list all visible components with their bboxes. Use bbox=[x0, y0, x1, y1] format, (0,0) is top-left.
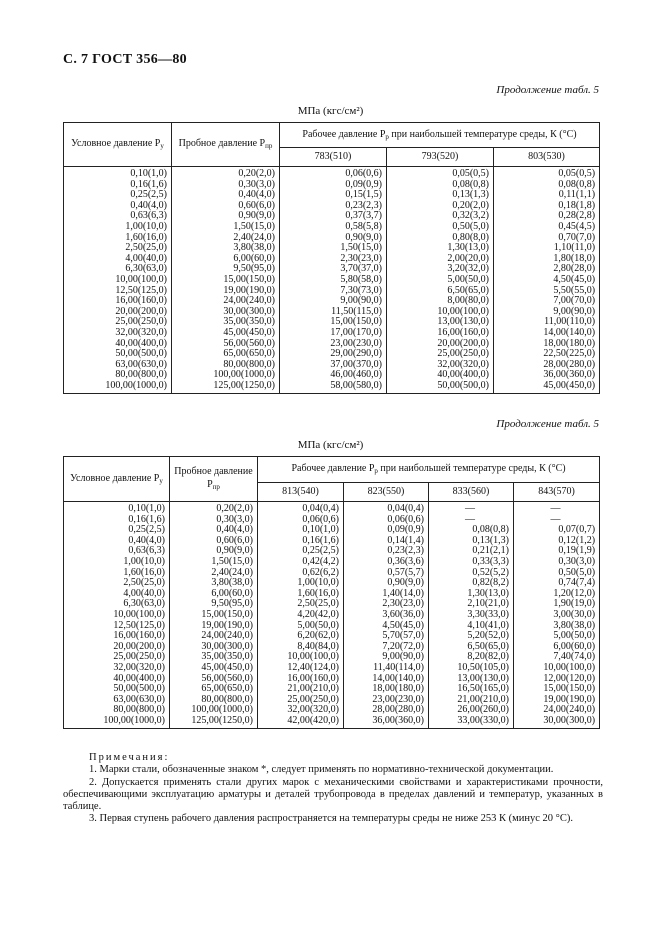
header-temp: 783(510) bbox=[280, 148, 387, 167]
header-temp: 833(560) bbox=[429, 483, 514, 502]
table-cell: 0,16(1,6) bbox=[64, 515, 170, 526]
table-cell: 37,00(370,0) bbox=[280, 360, 387, 371]
table-cell: 5,50(55,0) bbox=[494, 286, 600, 297]
table-cell: 6,00(60,0) bbox=[172, 254, 280, 265]
table-cell: 0,36(3,6) bbox=[344, 557, 429, 568]
table-cell: 23,00(230,0) bbox=[344, 695, 429, 706]
table-cell: 1,20(12,0) bbox=[514, 589, 600, 600]
table-cell: 0,15(1,5) bbox=[280, 190, 387, 201]
table-cell: 0,90(9,0) bbox=[344, 578, 429, 589]
table-cell: 9,00(90,0) bbox=[280, 296, 387, 307]
table-cell: 0,06(0,6) bbox=[344, 515, 429, 526]
table-cell: 15,00(150,0) bbox=[172, 275, 280, 286]
table-cell: 17,00(170,0) bbox=[280, 328, 387, 339]
table-cell: — bbox=[429, 515, 514, 526]
table-cell: 6,00(60,0) bbox=[170, 589, 258, 600]
table-cell: 20,00(200,0) bbox=[387, 339, 494, 350]
table-cell: 0,16(1,6) bbox=[258, 536, 344, 547]
table-cell: 6,50(65,0) bbox=[429, 642, 514, 653]
table-cell: 2,50(25,0) bbox=[258, 599, 344, 610]
table-cell: 4,50(45,0) bbox=[494, 275, 600, 286]
table-cell: 50,00(500,0) bbox=[64, 684, 170, 695]
table-cell: 1,90(19,0) bbox=[514, 599, 600, 610]
table-cell: 0,60(6,0) bbox=[172, 201, 280, 212]
table-cell: 1,80(18,0) bbox=[494, 254, 600, 265]
note-item: 1. Марки стали, обозначенные знаком *, следует применять по нормативно-технической документации. bbox=[89, 764, 554, 776]
table-cell: 36,00(360,0) bbox=[344, 716, 429, 729]
table-cell: 0,06(0,6) bbox=[258, 515, 344, 526]
table-cell: 16,00(160,0) bbox=[258, 674, 344, 685]
table-row bbox=[64, 381, 600, 394]
table-cell: 0,90(9,0) bbox=[172, 211, 280, 222]
notes-section bbox=[63, 752, 603, 826]
table-cell: 0,05(0,5) bbox=[494, 167, 600, 180]
table-cell: 6,20(62,0) bbox=[258, 631, 344, 642]
table-cell: 10,00(100,0) bbox=[258, 652, 344, 663]
table-cell: 0,12(1,2) bbox=[514, 536, 600, 547]
table-row bbox=[64, 663, 600, 674]
table-cell: 0,10(1,0) bbox=[64, 502, 170, 515]
notes-heading: Примечания: bbox=[89, 752, 170, 763]
table-cell: 0,13(1,3) bbox=[429, 536, 514, 547]
table-cell: 0,20(2,0) bbox=[387, 201, 494, 212]
table-body-2 bbox=[64, 502, 600, 729]
table-cell: 2,80(28,0) bbox=[494, 264, 600, 275]
table-cell: 12,00(120,0) bbox=[514, 674, 600, 685]
table-cell: 5,00(50,0) bbox=[258, 621, 344, 632]
table-cell: 2,30(23,0) bbox=[280, 254, 387, 265]
table-cell: 2,30(23,0) bbox=[344, 599, 429, 610]
table-cell: 13,00(130,0) bbox=[429, 674, 514, 685]
table-cell: 35,00(350,0) bbox=[172, 317, 280, 328]
table-row bbox=[64, 610, 600, 621]
table-cell: 9,00(90,0) bbox=[494, 307, 600, 318]
table-cell: 80,00(800,0) bbox=[64, 705, 170, 716]
table-cell: 4,00(40,0) bbox=[64, 589, 170, 600]
table-cell: 24,00(240,0) bbox=[514, 705, 600, 716]
table-cell: 33,00(330,0) bbox=[429, 716, 514, 729]
table-cell: 0,45(4,5) bbox=[494, 222, 600, 233]
table-cell: 20,00(200,0) bbox=[64, 307, 172, 318]
table-cell: 3,20(32,0) bbox=[387, 264, 494, 275]
table-cell: 0,25(2,5) bbox=[64, 190, 172, 201]
table-cell: 16,00(160,0) bbox=[387, 328, 494, 339]
table-cell: 1,30(13,0) bbox=[429, 589, 514, 600]
table-cell: 0,50(5,0) bbox=[387, 222, 494, 233]
table-cell: 8,40(84,0) bbox=[258, 642, 344, 653]
table-cell: 2,50(25,0) bbox=[64, 578, 170, 589]
table-cell: 0,30(3,0) bbox=[172, 180, 280, 191]
table-cell: 125,00(1250,0) bbox=[170, 716, 258, 729]
table-cell: 0,10(1,0) bbox=[258, 525, 344, 536]
table-cell: 0,40(4,0) bbox=[170, 525, 258, 536]
header-temp: 793(520) bbox=[387, 148, 494, 167]
table-cell: 0,62(6,2) bbox=[258, 568, 344, 579]
table-cell: 65,00(650,0) bbox=[170, 684, 258, 695]
table-row bbox=[64, 167, 600, 180]
table-cell: 0,09(0,9) bbox=[280, 180, 387, 191]
table-cell: 65,00(650,0) bbox=[172, 349, 280, 360]
table-cell: 24,00(240,0) bbox=[172, 296, 280, 307]
table-row bbox=[64, 275, 600, 286]
table-cell: 1,00(10,0) bbox=[258, 578, 344, 589]
table-cell: 45,00(450,0) bbox=[172, 328, 280, 339]
table-cell: 46,00(460,0) bbox=[280, 370, 387, 381]
table-cell: 3,80(38,0) bbox=[514, 621, 600, 632]
table-cell: 50,00(500,0) bbox=[387, 381, 494, 394]
note-item: 3. Первая ступень рабочего давления распространяется на температуры среды не ниже 253 К (минус 20 °С). bbox=[89, 813, 573, 825]
header-test-pressure: Пробное давление $P_{пр}$ bbox=[172, 123, 280, 167]
table-cell: 4,50(45,0) bbox=[344, 621, 429, 632]
table-cell: 30,00(300,0) bbox=[170, 642, 258, 653]
table-cell: 6,30(63,0) bbox=[64, 599, 170, 610]
table-cell: 0,63(6,3) bbox=[64, 211, 172, 222]
unit-label-2: МПа (кгс/см²) bbox=[297, 439, 364, 451]
table-cell: 0,10(1,0) bbox=[64, 167, 172, 180]
table-cell: 40,00(400,0) bbox=[64, 339, 172, 350]
header-temp: 803(530) bbox=[494, 148, 600, 167]
table-cell: 2,40(24,0) bbox=[172, 233, 280, 244]
table-cell: 3,80(38,0) bbox=[170, 578, 258, 589]
table-cell: 0,16(1,6) bbox=[64, 180, 172, 191]
table-cell: 0,28(2,8) bbox=[494, 211, 600, 222]
table-cell: 19,00(190,0) bbox=[170, 621, 258, 632]
table-row bbox=[64, 502, 600, 515]
table-cell: 22,50(225,0) bbox=[494, 349, 600, 360]
table-cell: 21,00(210,0) bbox=[258, 684, 344, 695]
table-cell: 0,05(0,5) bbox=[387, 167, 494, 180]
table-cell: 63,00(630,0) bbox=[64, 360, 172, 371]
table-cell: 0,30(3,0) bbox=[170, 515, 258, 526]
table-cell: 12,50(125,0) bbox=[64, 621, 170, 632]
table-cell: 0,25(2,5) bbox=[64, 525, 170, 536]
table-cell: 0,90(9,0) bbox=[280, 233, 387, 244]
table-cell: 0,63(6,3) bbox=[64, 546, 170, 557]
table-cell: 0,70(7,0) bbox=[494, 233, 600, 244]
table-cell: 50,00(500,0) bbox=[64, 349, 172, 360]
table-cell: 56,00(560,0) bbox=[170, 674, 258, 685]
table-cell: 63,00(630,0) bbox=[64, 695, 170, 706]
table-cell: 0,42(4,2) bbox=[258, 557, 344, 568]
table-cell: 1,30(13,0) bbox=[387, 243, 494, 254]
table-cell: 9,50(95,0) bbox=[170, 599, 258, 610]
table-cell: 10,50(105,0) bbox=[429, 663, 514, 674]
table-cell: 6,50(65,0) bbox=[387, 286, 494, 297]
pressure-table-2 bbox=[63, 456, 600, 729]
table-cell: 0,74(7,4) bbox=[514, 578, 600, 589]
table-cell: 1,50(15,0) bbox=[172, 222, 280, 233]
table-cell: 16,50(165,0) bbox=[429, 684, 514, 695]
table-cell: 25,00(250,0) bbox=[387, 349, 494, 360]
table-cell: 0,25(2,5) bbox=[258, 546, 344, 557]
header-test-pressure: Пробное давление $P_{пр}$ bbox=[170, 457, 258, 502]
table-cell: 0,40(4,0) bbox=[172, 190, 280, 201]
table-cell: 18,00(180,0) bbox=[494, 339, 600, 350]
table-cell: 42,00(420,0) bbox=[258, 716, 344, 729]
table-cell: 7,20(72,0) bbox=[344, 642, 429, 653]
table-cell: 8,00(80,0) bbox=[387, 296, 494, 307]
table-row bbox=[64, 222, 600, 233]
table-cell: 32,00(320,0) bbox=[387, 360, 494, 371]
table-row bbox=[64, 716, 600, 729]
table-cell: 0,04(0,4) bbox=[344, 502, 429, 515]
table-cell: 56,00(560,0) bbox=[172, 339, 280, 350]
table-cell: 11,40(114,0) bbox=[344, 663, 429, 674]
table-cell: 58,00(580,0) bbox=[280, 381, 387, 394]
table-cell: 6,00(60,0) bbox=[514, 642, 600, 653]
table-cell: 0,09(0,9) bbox=[344, 525, 429, 536]
table-cell: 5,00(50,0) bbox=[387, 275, 494, 286]
table-cell: 100,00(1000,0) bbox=[64, 381, 172, 394]
table-cell: 14,00(140,0) bbox=[494, 328, 600, 339]
table-cell: 11,00(110,0) bbox=[494, 317, 600, 328]
table-cell: 26,00(260,0) bbox=[429, 705, 514, 716]
table-cell: 30,00(300,0) bbox=[514, 716, 600, 729]
table-cell: 80,00(800,0) bbox=[170, 695, 258, 706]
continuation-label-1: Продолжение табл. 5 bbox=[496, 84, 599, 96]
table-cell: 12,50(125,0) bbox=[64, 286, 172, 297]
table-cell: 0,23(2,3) bbox=[344, 546, 429, 557]
table-cell: 0,23(2,3) bbox=[280, 201, 387, 212]
table-cell: 0,20(2,0) bbox=[172, 167, 280, 180]
table-cell: 13,00(130,0) bbox=[387, 317, 494, 328]
table-cell: 36,00(360,0) bbox=[494, 370, 600, 381]
table-cell: 40,00(400,0) bbox=[64, 674, 170, 685]
table-cell: 30,00(300,0) bbox=[172, 307, 280, 318]
table-cell: 0,08(0,8) bbox=[387, 180, 494, 191]
table-cell: 20,00(200,0) bbox=[64, 642, 170, 653]
table-cell: 32,00(320,0) bbox=[64, 328, 172, 339]
table-cell: 4,10(41,0) bbox=[429, 621, 514, 632]
table-cell: 15,00(150,0) bbox=[514, 684, 600, 695]
table-cell: 16,00(160,0) bbox=[64, 631, 170, 642]
table-cell: 0,08(0,8) bbox=[494, 180, 600, 191]
table-cell: 0,90(9,0) bbox=[170, 546, 258, 557]
pressure-table-1 bbox=[63, 122, 600, 394]
table-cell: 2,00(20,0) bbox=[387, 254, 494, 265]
table-cell: 25,00(250,0) bbox=[64, 652, 170, 663]
table-cell: 2,50(25,0) bbox=[64, 243, 172, 254]
table-cell: 100,00(1000,0) bbox=[170, 705, 258, 716]
table-cell: 1,10(11,0) bbox=[494, 243, 600, 254]
table-cell: 5,00(50,0) bbox=[514, 631, 600, 642]
table-cell: 7,40(74,0) bbox=[514, 652, 600, 663]
table-cell: 9,00(90,0) bbox=[344, 652, 429, 663]
note-item: 2. Допускается применять стали других марок с механическими свойствами и характеристиками прочности, обеспечивающими эксплуатацию арматуры и деталей трубопровода в пределах давлений и температур, указанных в таблице. bbox=[63, 776, 603, 813]
table-cell: 0,40(4,0) bbox=[64, 201, 172, 212]
table-cell: 4,20(42,0) bbox=[258, 610, 344, 621]
header-temp: 843(570) bbox=[514, 483, 600, 502]
table-cell: 0,80(8,0) bbox=[387, 233, 494, 244]
table-cell: 10,00(100,0) bbox=[514, 663, 600, 674]
header-temp: 813(540) bbox=[258, 483, 344, 502]
table-cell: 80,00(800,0) bbox=[172, 360, 280, 371]
table-cell: 0,37(3,7) bbox=[280, 211, 387, 222]
table-cell: 4,00(40,0) bbox=[64, 254, 172, 265]
table-cell: 0,33(3,3) bbox=[429, 557, 514, 568]
table-cell: 1,00(10,0) bbox=[64, 557, 170, 568]
table-cell: 3,80(38,0) bbox=[172, 243, 280, 254]
page-header: С. 7 ГОСТ 356—80 bbox=[63, 52, 187, 67]
table-cell: — bbox=[514, 515, 600, 526]
table-cell: 25,00(250,0) bbox=[64, 317, 172, 328]
table-cell: 29,00(290,0) bbox=[280, 349, 387, 360]
header-working-pressure: Рабочее давление $P_р$ при наибольшей температуре среды, К (°С) bbox=[258, 457, 600, 483]
table-cell: 0,20(2,0) bbox=[170, 502, 258, 515]
table-cell: 9,50(95,0) bbox=[172, 264, 280, 275]
table-cell: 45,00(450,0) bbox=[170, 663, 258, 674]
table-cell: 19,00(190,0) bbox=[172, 286, 280, 297]
table-cell: 0,11(1,1) bbox=[494, 190, 600, 201]
table-cell: 0,30(3,0) bbox=[514, 557, 600, 568]
table-cell: 0,52(5,2) bbox=[429, 568, 514, 579]
table-cell: 25,00(250,0) bbox=[258, 695, 344, 706]
table-cell: 21,00(210,0) bbox=[429, 695, 514, 706]
header-working-pressure: Рабочее давление $P_р$ при наибольшей температуре среды, К (°С) bbox=[280, 123, 600, 148]
table-cell: 7,00(70,0) bbox=[494, 296, 600, 307]
table-cell: 0,18(1,8) bbox=[494, 201, 600, 212]
table-cell: 18,00(180,0) bbox=[344, 684, 429, 695]
table-cell: 1,50(15,0) bbox=[280, 243, 387, 254]
table-cell: 0,58(5,8) bbox=[280, 222, 387, 233]
table-cell: 32,00(320,0) bbox=[64, 663, 170, 674]
table-cell: 10,00(100,0) bbox=[64, 610, 170, 621]
table-cell: 15,00(150,0) bbox=[280, 317, 387, 328]
table-cell: 0,60(6,0) bbox=[170, 536, 258, 547]
table-cell: — bbox=[514, 502, 600, 515]
table-cell: 16,00(160,0) bbox=[64, 296, 172, 307]
table-row bbox=[64, 557, 600, 568]
table-cell: 45,00(450,0) bbox=[494, 381, 600, 394]
table-cell: 3,00(30,0) bbox=[514, 610, 600, 621]
table-cell: 0,32(3,2) bbox=[387, 211, 494, 222]
table-cell: 19,00(190,0) bbox=[514, 695, 600, 706]
table-cell: 32,00(320,0) bbox=[258, 705, 344, 716]
table-cell: 35,00(350,0) bbox=[170, 652, 258, 663]
table-cell: 2,40(24,0) bbox=[170, 568, 258, 579]
table-cell: 0,08(0,8) bbox=[429, 525, 514, 536]
table-cell: 24,00(240,0) bbox=[170, 631, 258, 642]
table-cell: 5,80(58,0) bbox=[280, 275, 387, 286]
table-cell: 7,30(73,0) bbox=[280, 286, 387, 297]
table-cell: 12,40(124,0) bbox=[258, 663, 344, 674]
table-cell: 5,20(52,0) bbox=[429, 631, 514, 642]
table-cell: 6,30(63,0) bbox=[64, 264, 172, 275]
table-cell: 0,13(1,3) bbox=[387, 190, 494, 201]
table-cell: 0,14(1,4) bbox=[344, 536, 429, 547]
header-conditional-pressure: Условное давление $P_у$ bbox=[64, 123, 172, 167]
table-cell: 1,60(16,0) bbox=[64, 568, 170, 579]
table-cell: 0,57(5,7) bbox=[344, 568, 429, 579]
table-row bbox=[64, 328, 600, 339]
table-cell: 14,00(140,0) bbox=[344, 674, 429, 685]
table-cell: 2,10(21,0) bbox=[429, 599, 514, 610]
table-cell: 0,82(8,2) bbox=[429, 578, 514, 589]
table-cell: 0,40(4,0) bbox=[64, 536, 170, 547]
table-cell: 3,60(36,0) bbox=[344, 610, 429, 621]
table-cell: 5,70(57,0) bbox=[344, 631, 429, 642]
table-cell: 28,00(280,0) bbox=[494, 360, 600, 371]
table-cell: 10,00(100,0) bbox=[64, 275, 172, 286]
table-cell: 10,00(100,0) bbox=[387, 307, 494, 318]
table-cell: 100,00(1000,0) bbox=[64, 716, 170, 729]
table-cell: 1,60(16,0) bbox=[64, 233, 172, 244]
table-cell: 100,00(1000,0) bbox=[172, 370, 280, 381]
table-cell: 3,30(33,0) bbox=[429, 610, 514, 621]
table-cell: 1,40(14,0) bbox=[344, 589, 429, 600]
table-cell: 28,00(280,0) bbox=[344, 705, 429, 716]
table-cell: 1,50(15,0) bbox=[170, 557, 258, 568]
table-cell: 40,00(400,0) bbox=[387, 370, 494, 381]
header-temp: 823(550) bbox=[344, 483, 429, 502]
table-cell: 1,60(16,0) bbox=[258, 589, 344, 600]
table-cell: — bbox=[429, 502, 514, 515]
table-body-1 bbox=[64, 167, 600, 394]
table-cell: 0,50(5,0) bbox=[514, 568, 600, 579]
header-conditional-pressure: Условное давление $P_у$ bbox=[64, 457, 170, 502]
table-cell: 0,21(2,1) bbox=[429, 546, 514, 557]
table-cell: 15,00(150,0) bbox=[170, 610, 258, 621]
table-cell: 125,00(1250,0) bbox=[172, 381, 280, 394]
table-cell: 0,19(1,9) bbox=[514, 546, 600, 557]
table-cell: 1,00(10,0) bbox=[64, 222, 172, 233]
unit-label-1: МПа (кгс/см²) bbox=[297, 105, 364, 117]
table-cell: 8,20(82,0) bbox=[429, 652, 514, 663]
table-cell: 0,06(0,6) bbox=[280, 167, 387, 180]
continuation-label-2: Продолжение табл. 5 bbox=[496, 418, 599, 430]
table-cell: 3,70(37,0) bbox=[280, 264, 387, 275]
table-cell: 0,07(0,7) bbox=[514, 525, 600, 536]
table-cell: 0,04(0,4) bbox=[258, 502, 344, 515]
table-cell: 11,50(115,0) bbox=[280, 307, 387, 318]
table-cell: 23,00(230,0) bbox=[280, 339, 387, 350]
table-cell: 80,00(800,0) bbox=[64, 370, 172, 381]
